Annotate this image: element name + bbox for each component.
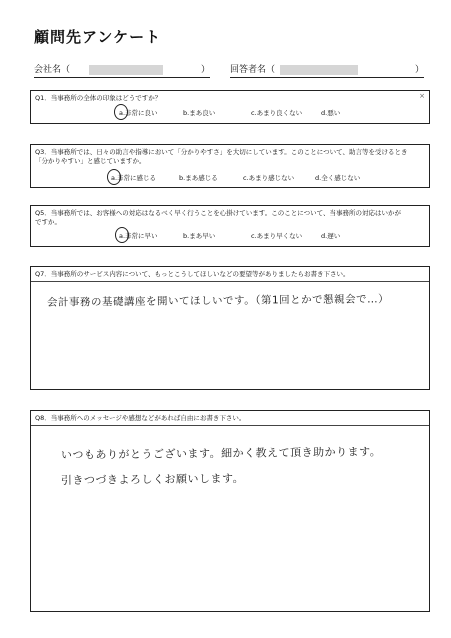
question-3-line-2: 「分かりやすい」と感じていますか。 <box>35 157 146 165</box>
q5-option-d[interactable]: d.遅い <box>321 232 341 240</box>
q7-divider <box>31 281 429 282</box>
q1-option-d[interactable]: d.悪い <box>321 109 341 117</box>
company-name-field <box>34 62 210 75</box>
q5-selection-circle <box>115 227 129 243</box>
q5-option-b[interactable]: b.まあ早い <box>183 232 216 240</box>
q5-option-a[interactable]: a.非常に早い <box>119 232 158 240</box>
question-5-line-2: ですか。 <box>35 218 61 226</box>
question-3-box <box>30 144 430 188</box>
q1-tick-icon: × <box>419 92 425 100</box>
q1-option-c[interactable]: c.あまり良くない <box>251 109 303 117</box>
question-3-line-1: Q3．当事務所では、日々の助言や指導において「分かりやすさ」を大切にしています。このことについて、助言等を受けるとき <box>35 148 408 156</box>
respondent-name-label: 回答者名（ <box>230 65 276 75</box>
respondent-name-close: ） <box>414 65 424 75</box>
q8-handwritten-line-2: 引きつづきよろしくお願いします。 <box>60 472 245 487</box>
q8-handwritten-line-1: いつもありがとうございます。細かく教えて頂き助かります。 <box>60 445 382 462</box>
respondent-name-redacted <box>280 65 358 75</box>
question-5-line-1: Q5．当事務所では、お客様への対応はなるべく早く行うことを心掛けています。このことについて、当事務所の対応はいかが <box>35 209 401 217</box>
question-1-text: Q1．当事務所の全体の印象はどうですか？ <box>35 94 162 102</box>
question-7-text: Q7．当事務所のサービス内容について、もっとこうしてほしいなどの要望等がありましたらお書き下さい。 <box>35 270 350 278</box>
q3-option-b[interactable]: b.まあ感じる <box>179 174 218 182</box>
question-8-text: Q8．当事務所へのメッセージや感想などがあれば自由にお書き下さい。 <box>35 414 246 422</box>
q7-handwritten-answer: 会計事務の基礎講座を開いてほしいです。（第1回とかで懇親会で…） <box>46 293 390 309</box>
question-8-box <box>30 410 430 612</box>
question-7-box <box>30 266 430 390</box>
q1-option-b[interactable]: b.まあ良い <box>183 109 216 117</box>
q8-divider <box>31 425 429 426</box>
company-name-redacted <box>89 65 163 75</box>
question-3-text <box>35 148 407 166</box>
q3-option-d[interactable]: d.全く感じない <box>315 174 361 182</box>
company-name-close: ） <box>200 65 210 75</box>
q5-option-c[interactable]: c.あまり早くない <box>251 232 303 240</box>
company-name-label: 会社名（ <box>34 65 71 75</box>
q1-option-a[interactable]: a.非常に良い <box>119 109 158 117</box>
q3-option-a[interactable]: a.非常に感じる <box>111 174 157 182</box>
question-5-text <box>35 209 401 227</box>
q3-selection-circle <box>107 169 121 185</box>
survey-title: 顧問先アンケート <box>34 28 162 46</box>
question-5-box <box>30 205 430 247</box>
q3-option-c[interactable]: c.あまり感じない <box>243 174 295 182</box>
question-1-box <box>30 90 430 124</box>
respondent-name-field <box>230 62 424 75</box>
q1-selection-circle <box>114 104 128 120</box>
